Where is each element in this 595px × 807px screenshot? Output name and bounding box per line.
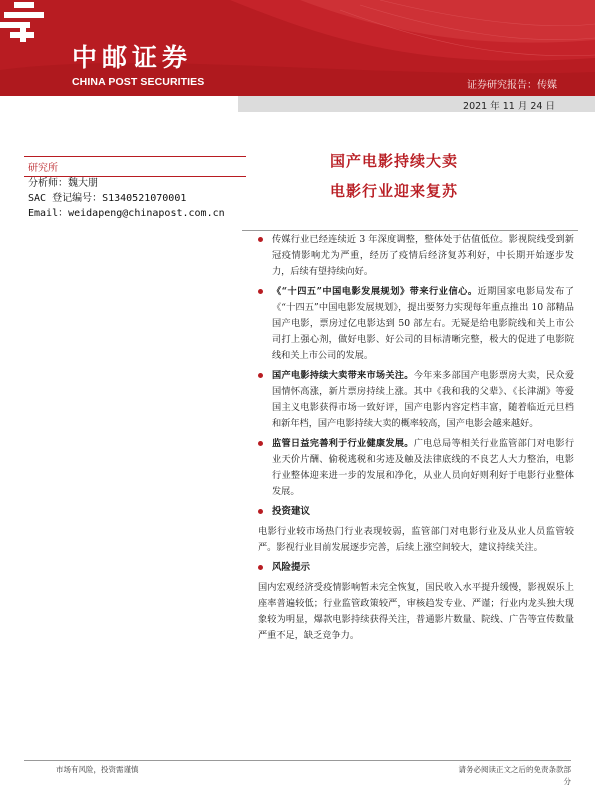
section-label: 研究所 — [24, 156, 246, 177]
investment-advice-text: 电影行业较市场热门行业表现较弱，监管部门对电影行业及从业人员监管较严。影视行业目前发展逐步完善，后续上涨空间较大，建议持续关注。 — [258, 526, 574, 553]
report-summary — [258, 232, 574, 648]
report-type: 证券研究报告：传媒 — [467, 80, 557, 91]
summary-bullet — [258, 232, 574, 280]
bullet-text: 广电总局等相关行业监管部门对电影行业天价片酬、偷税逃税和劣迹及触及法律底线的不良艺人大力整治，电影行业整体迎来进一步的发展和净化，从业人员向好则利好于电影行业整体发展。 — [272, 438, 575, 497]
date-strip — [238, 96, 595, 112]
content-divider — [242, 230, 578, 231]
logo-chinese-name: 中邮证券 — [72, 43, 193, 72]
analyst-email: Email：weidapeng@chinapost.com.cn — [28, 208, 225, 219]
bullet-lead: 国产电影持续大卖带来市场关注。 — [272, 370, 414, 381]
bullet-lead: 《“十四五”中国电影发展规划》带来行业信心。 — [272, 286, 478, 297]
footer-disclaimer-line2: 分 — [563, 777, 571, 786]
report-title-line1: 国产电影持续大卖 — [330, 152, 459, 170]
footer-risk-note: 市场有风险，投资需谨慎 — [56, 765, 139, 774]
bullet-text: 传媒行业已经连续近 3 年深度调整，整体处于估值低位。影视院线受到新冠疫情影响尤为严重，经历了疫情后经济复苏利好，中长期开始逐步发力，后续有望持续向好。 — [272, 234, 574, 277]
bullet-lead: 监管日益完善利于行业健康发展。 — [272, 438, 414, 449]
summary-bullet — [258, 284, 574, 364]
analyst-name: 分析师：魏大朋 — [28, 178, 98, 189]
bullet-text: 近期国家电影局发布了《“十四五”中国电影发展规划》，提出要努力实现每年重点推出 10 部精品国产电影，票房过亿电影达到 50 部左右。无疑是给电影院线和关上市公司打上强心剂，做好电影、好公司的目标清晰完整，极大的促进了电影院线和关上市公司的发展。 — [272, 286, 574, 361]
report-header — [0, 0, 595, 96]
investment-advice-heading: 投资建议 — [258, 504, 574, 520]
bullet-text: 今年来多部国产电影票房大卖，民众爱国情怀高涨，新片票房持续上涨。其中《我和我的父辈》、《长津湖》等爱国主义电影获得市场一致好评，国产电影内容定档丰富，随着临近元旦档和新年档，国产电影持续大卖的概率较高，国产电影会越来越好。 — [272, 370, 575, 429]
risk-warning-heading: 风险提示 — [258, 560, 574, 576]
footer-disclaimer — [459, 764, 572, 788]
sac-number: SAC 登记编号：S1340521070001 — [28, 193, 187, 204]
logo-english-name: CHINA POST SECURITIES — [72, 76, 205, 88]
risk-warning-text: 国内宏观经济受疫情影响暂未完全恢复，国民收入水平提升缓慢，影视娱乐上座率普遍较低；行业监管政策较严，审核趋发专业、严谨；行业内龙头独大现象较为明显，爆款电影持续获得关注，普通影片数量、院线、广告等宣传数量严重不足，缺乏竞争力。 — [258, 582, 574, 641]
summary-bullet — [258, 436, 574, 500]
footer-divider — [24, 760, 571, 761]
summary-bullet — [258, 368, 574, 432]
china-post-logo-icon — [0, 0, 48, 44]
analyst-info — [28, 176, 225, 221]
report-date: 2021 年 11 月 24 日 — [463, 101, 555, 112]
report-title-line2: 电影行业迎来复苏 — [330, 182, 459, 200]
footer-disclaimer-line1: 请务必阅读正文之后的免责条款部 — [458, 765, 571, 774]
